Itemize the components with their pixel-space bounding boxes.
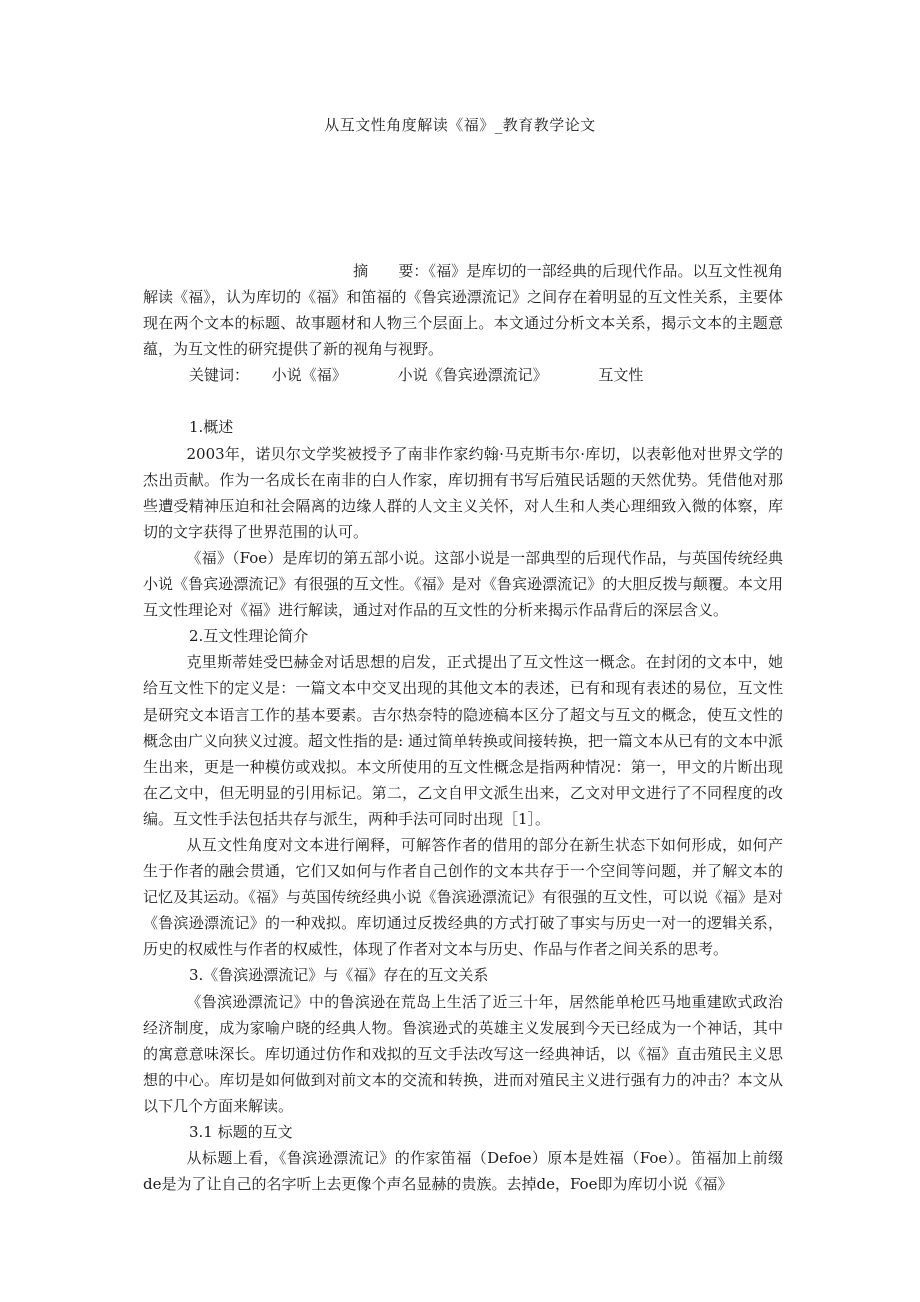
- abstract-label: 摘 要：: [353, 262, 429, 280]
- paragraph: 2003年，诺贝尔文学奖被授予了南非作家约翰·马克斯韦尔·库切，以表彰他对世界文学的杰出贡献。作为一名成长在南非的白人作家，库切拥有书写后殖民话题的天然优势。凭借他对那些遭受精神压迫和社会隔离的边缘人群的人文主义关怀，对人生和人类心理细致入微的体察，库切的文字获得了世界范围的认可。: [143, 444, 783, 541]
- keywords-label: 关键词：: [189, 366, 250, 385]
- keyword: 小说《鲁宾逊漂流记》: [397, 366, 548, 385]
- section-heading: 2.互文性理论简介: [189, 627, 309, 646]
- paragraph: 从标题上看，《鲁滨逊漂流记》的作家笛福（Defoe）原本是姓福（Foe）。笛福加上前缀de是为了让自己的名字听上去更像个声名显赫的贵族。去掉de，Foe即为库切小说《福》: [143, 1149, 783, 1194]
- paragraph: 克里斯蒂娃受巴赫金对话思想的启发，正式提出了互文性这一概念。在封闭的文本中，她给互文性下的定义是：一篇文本中交叉出现的其他文本的表述，已有和现有表述的易位，互文性是研究文本语言工作的基本要素。吉尔热奈特的隐迹稿本区分了超文与互文的概念，使互文性的概念由广义向狭义过渡。超文性指的是: 通过简单转换或间接转换，把一篇文本从已有的文本中派生出来，更是一种模仿或戏拟。本文所使用的互文性概念是指两种情况：第一，甲文的片断出现在乙文中，但无明显的引用标记。第二，乙文自甲文派生出来，乙文对甲文进行了不同程度的改编。互文性手法包括共存与派生，两种手法可同时出现［1］。: [143, 653, 783, 828]
- keyword: 互文性: [598, 366, 644, 385]
- abstract-text: 《福》是库切的一部经典的后现代作品。以互文性视角解读《福》，认为库切的《福》和笛福的《鲁宾逊漂流记》之间存在着明显的互文性关系，主要体现在两个文本的标题、故事题材和人物三个层面上。本文通过分析文本关系，揭示文本的主题意蕴，为互文性的研究提供了新的视角与视野。: [143, 262, 783, 359]
- keyword: 小说《福》: [271, 366, 347, 385]
- section-heading: 1.概述: [189, 418, 234, 437]
- paragraph: 从互文性角度对文本进行阐释，可解答作者的借用的部分在新生状态下如何形成，如何产生于作者的融会贯通，它们又如何与作者自己创作的文本共存于一个空间等问题，并了解文本的记忆及其运动。《福》与英国传统经典小说《鲁滨逊漂流记》有很强的互文性，可以说《福》是对《鲁滨逊漂流记》的一种戏拟。库切通过反拨经典的方式打破了事实与历史一对一的逻辑关系，历史的权威性与作者的权威性，体现了作者对文本与历史、作品与作者之间关系的思考。: [143, 835, 783, 959]
- section-heading: 3.《鲁滨逊漂流记》与《福》存在的互文关系: [189, 966, 489, 985]
- section-heading: 3.1 标题的互文: [189, 1123, 293, 1141]
- paragraph: 《鲁滨逊漂流记》中的鲁滨逊在荒岛上生活了近三十年，居然能单枪匹马地重建欧式政治经济制度，成为家喻户晓的经典人物。鲁滨逊式的英雄主义发展到今天已经成为一个神话，其中的寓意意味深长。库切通过仿作和戏拟的互文手法改写这一经典神话，以《福》直击殖民主义思想的中心。库切是如何做到对前文本的交流和转换，进而对殖民主义进行强有力的冲击？本文从以下几个方面来解读。: [143, 992, 783, 1115]
- document-title: 从互文性角度解读《福》_教育教学论文: [324, 116, 596, 134]
- document-body: [143, 258, 783, 1197]
- paragraph: 《福》（Foe）是库切的第五部小说。这部小说是一部典型的后现代作品，与英国传统经典小说《鲁宾逊漂流记》有很强的互文性。《福》是对《鲁宾逊漂流记》的大胆反拨与颠覆。本文用互文性理论对《福》进行解读，通过对作品的互文性的分析来揭示作品背后的深层含义。: [143, 548, 783, 620]
- abstract: [143, 258, 783, 362]
- keywords-line: [143, 362, 783, 388]
